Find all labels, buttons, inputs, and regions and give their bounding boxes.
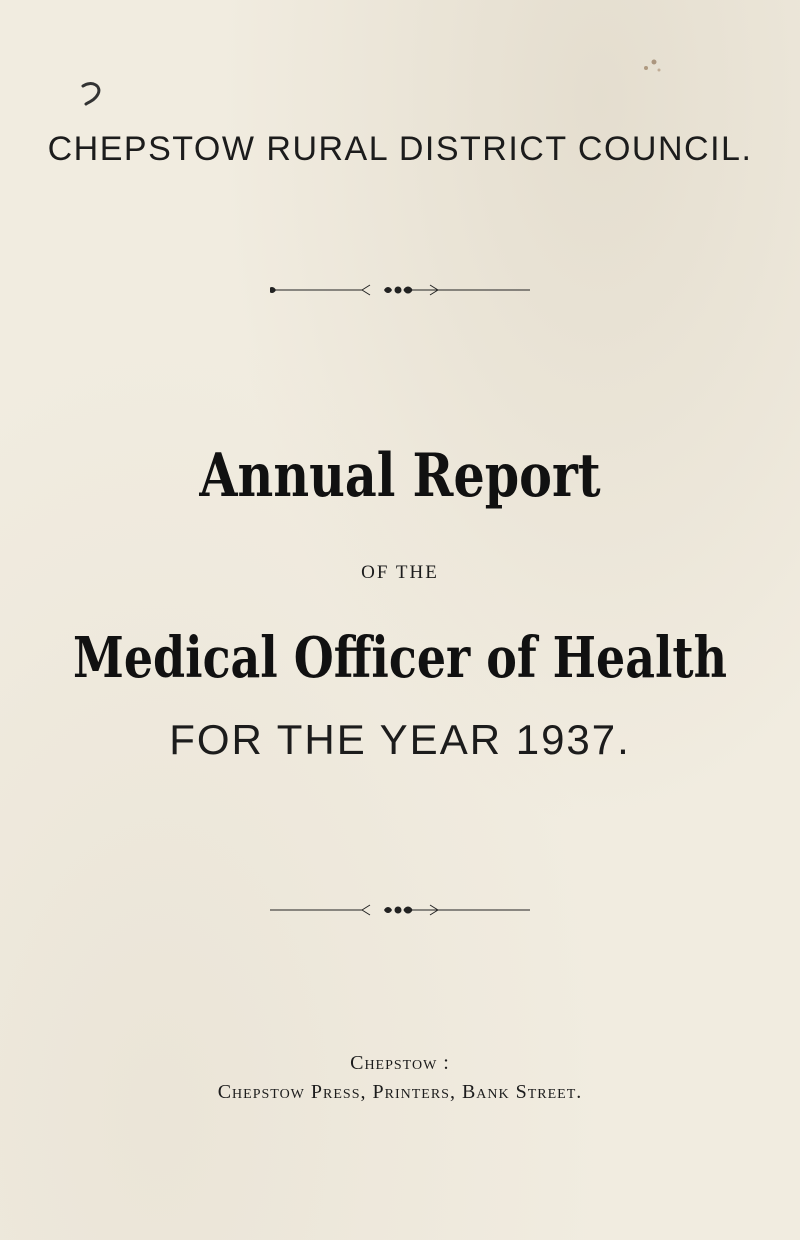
corner-mark-icon — [80, 80, 106, 106]
report-subject: Medical Officer of Health — [72, 625, 728, 691]
report-title: Annual Report — [199, 441, 601, 511]
council-name: CHEPSTOW RURAL DISTRICT COUNCIL. — [47, 130, 753, 168]
ornamental-rule-top — [0, 278, 800, 302]
ornamental-rule-icon — [270, 278, 530, 302]
imprint-printer: Chepstow Press, Printers, Bank Street. — [217, 1081, 583, 1103]
imprint-place: Chepstow : — [350, 1052, 450, 1074]
ornamental-rule-bottom — [0, 898, 800, 922]
report-year: FOR THE YEAR 1937. — [169, 716, 631, 763]
ornamental-rule-icon — [270, 898, 530, 922]
stain-mark-icon — [640, 56, 666, 76]
title-connector: OF THE — [361, 562, 439, 583]
